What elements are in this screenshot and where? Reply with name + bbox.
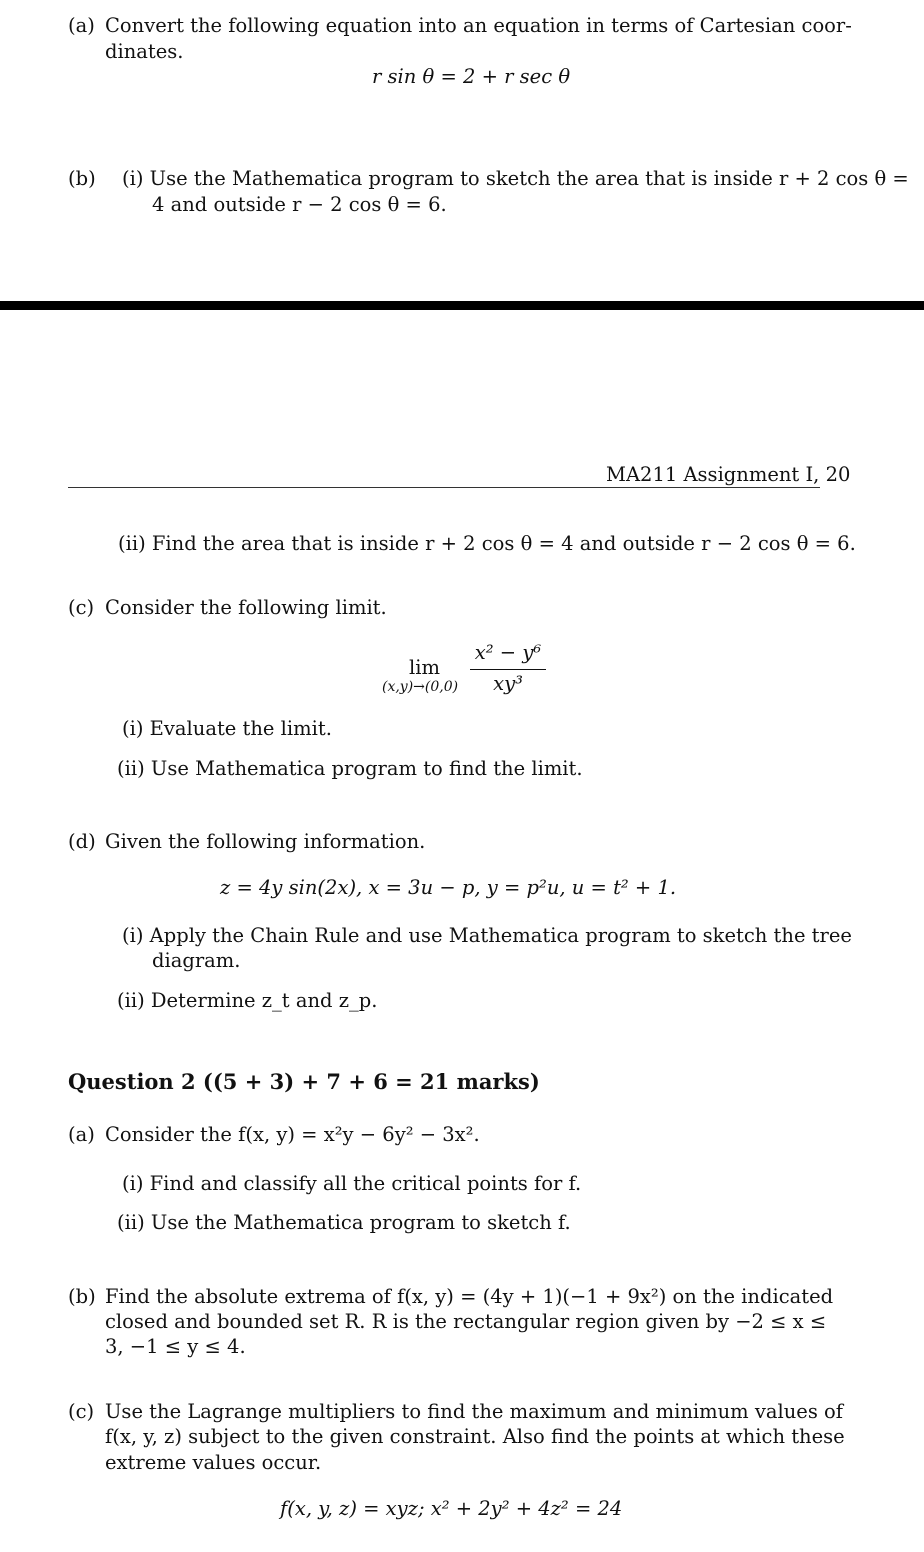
part-a-text-line1: Convert the following equation into an equation in terms of Cartesian coor-: [105, 14, 852, 37]
q2-c-line1: Use the Lagrange multipliers to find the maximum and minimum values of: [105, 1400, 843, 1423]
fraction-bar: [470, 669, 546, 670]
limit-fraction: [470, 640, 546, 700]
fraction-denominator: xy³: [493, 672, 523, 695]
page-separator: [0, 301, 924, 310]
part-d-i-line1: (i) Apply the Chain Rule and use Mathematica program to sketch the tree: [122, 924, 852, 947]
label-part-c: (c): [68, 596, 95, 619]
part-d-i-line2: diagram.: [152, 949, 241, 972]
q2-a-ii: (ii) Use the Mathematica program to sketch f.: [117, 1211, 571, 1234]
part-b-i-line2: 4 and outside r − 2 cos θ = 6.: [152, 193, 447, 216]
page-header: MA211 Assignment I, 20: [606, 463, 851, 486]
part-d-text: Given the following information.: [105, 830, 426, 853]
part-d-equations: z = 4y sin(2x), x = 3u − p, y = p²u, u = t² + 1.: [220, 876, 677, 899]
label-part-d: (d): [68, 830, 96, 853]
q2-b-line2: closed and bounded set R. R is the rectangular region given by −2 ≤ x ≤: [105, 1310, 827, 1333]
label-q2-a: (a): [68, 1123, 95, 1146]
lagrange-equation: f(x, y, z) = xyz; x² + 2y² + 4z² = 24: [280, 1497, 623, 1520]
polar-equation: r sin θ = 2 + r sec θ: [372, 65, 571, 88]
q2-a-text: Consider the f(x, y) = x²y − 6y² − 3x².: [105, 1123, 480, 1146]
label-part-a: (a): [68, 14, 95, 37]
limit-operator: lim: [409, 656, 440, 679]
part-d-ii: (ii) Determine z_t and z_p.: [117, 989, 378, 1012]
fraction-numerator: x² − y⁶: [474, 641, 542, 664]
q2-c-line3: extreme values occur.: [105, 1451, 322, 1474]
q2-c-line2: f(x, y, z) subject to the given constraint. Also find the points at which these: [105, 1425, 845, 1448]
part-c-i: (i) Evaluate the limit.: [122, 717, 332, 740]
header-rule: [68, 487, 820, 488]
label-q2-c: (c): [68, 1400, 95, 1423]
part-b-ii: (ii) Find the area that is inside r + 2 cos θ = 4 and outside r − 2 cos θ = 6.: [118, 532, 856, 555]
question-2-title: Question 2 ((5 + 3) + 7 + 6 = 21 marks): [68, 1069, 540, 1094]
part-b-i-line1: (i) Use the Mathematica program to sketch the area that is inside r + 2 cos θ =: [122, 167, 909, 190]
q2-b-line3: 3, −1 ≤ y ≤ 4.: [105, 1335, 246, 1358]
label-part-b: (b): [68, 167, 96, 190]
q2-b-line1: Find the absolute extrema of f(x, y) = (4y + 1)(−1 + 9x²) on the indicated: [105, 1285, 834, 1308]
limit-subscript: (x,y)→(0,0): [382, 679, 459, 695]
q2-a-i: (i) Find and classify all the critical points for f.: [122, 1172, 582, 1195]
part-a-text-line2: dinates.: [105, 40, 184, 63]
label-q2-b: (b): [68, 1285, 96, 1308]
part-c-ii: (ii) Use Mathematica program to find the limit.: [117, 757, 583, 780]
part-c-text: Consider the following limit.: [105, 596, 387, 619]
